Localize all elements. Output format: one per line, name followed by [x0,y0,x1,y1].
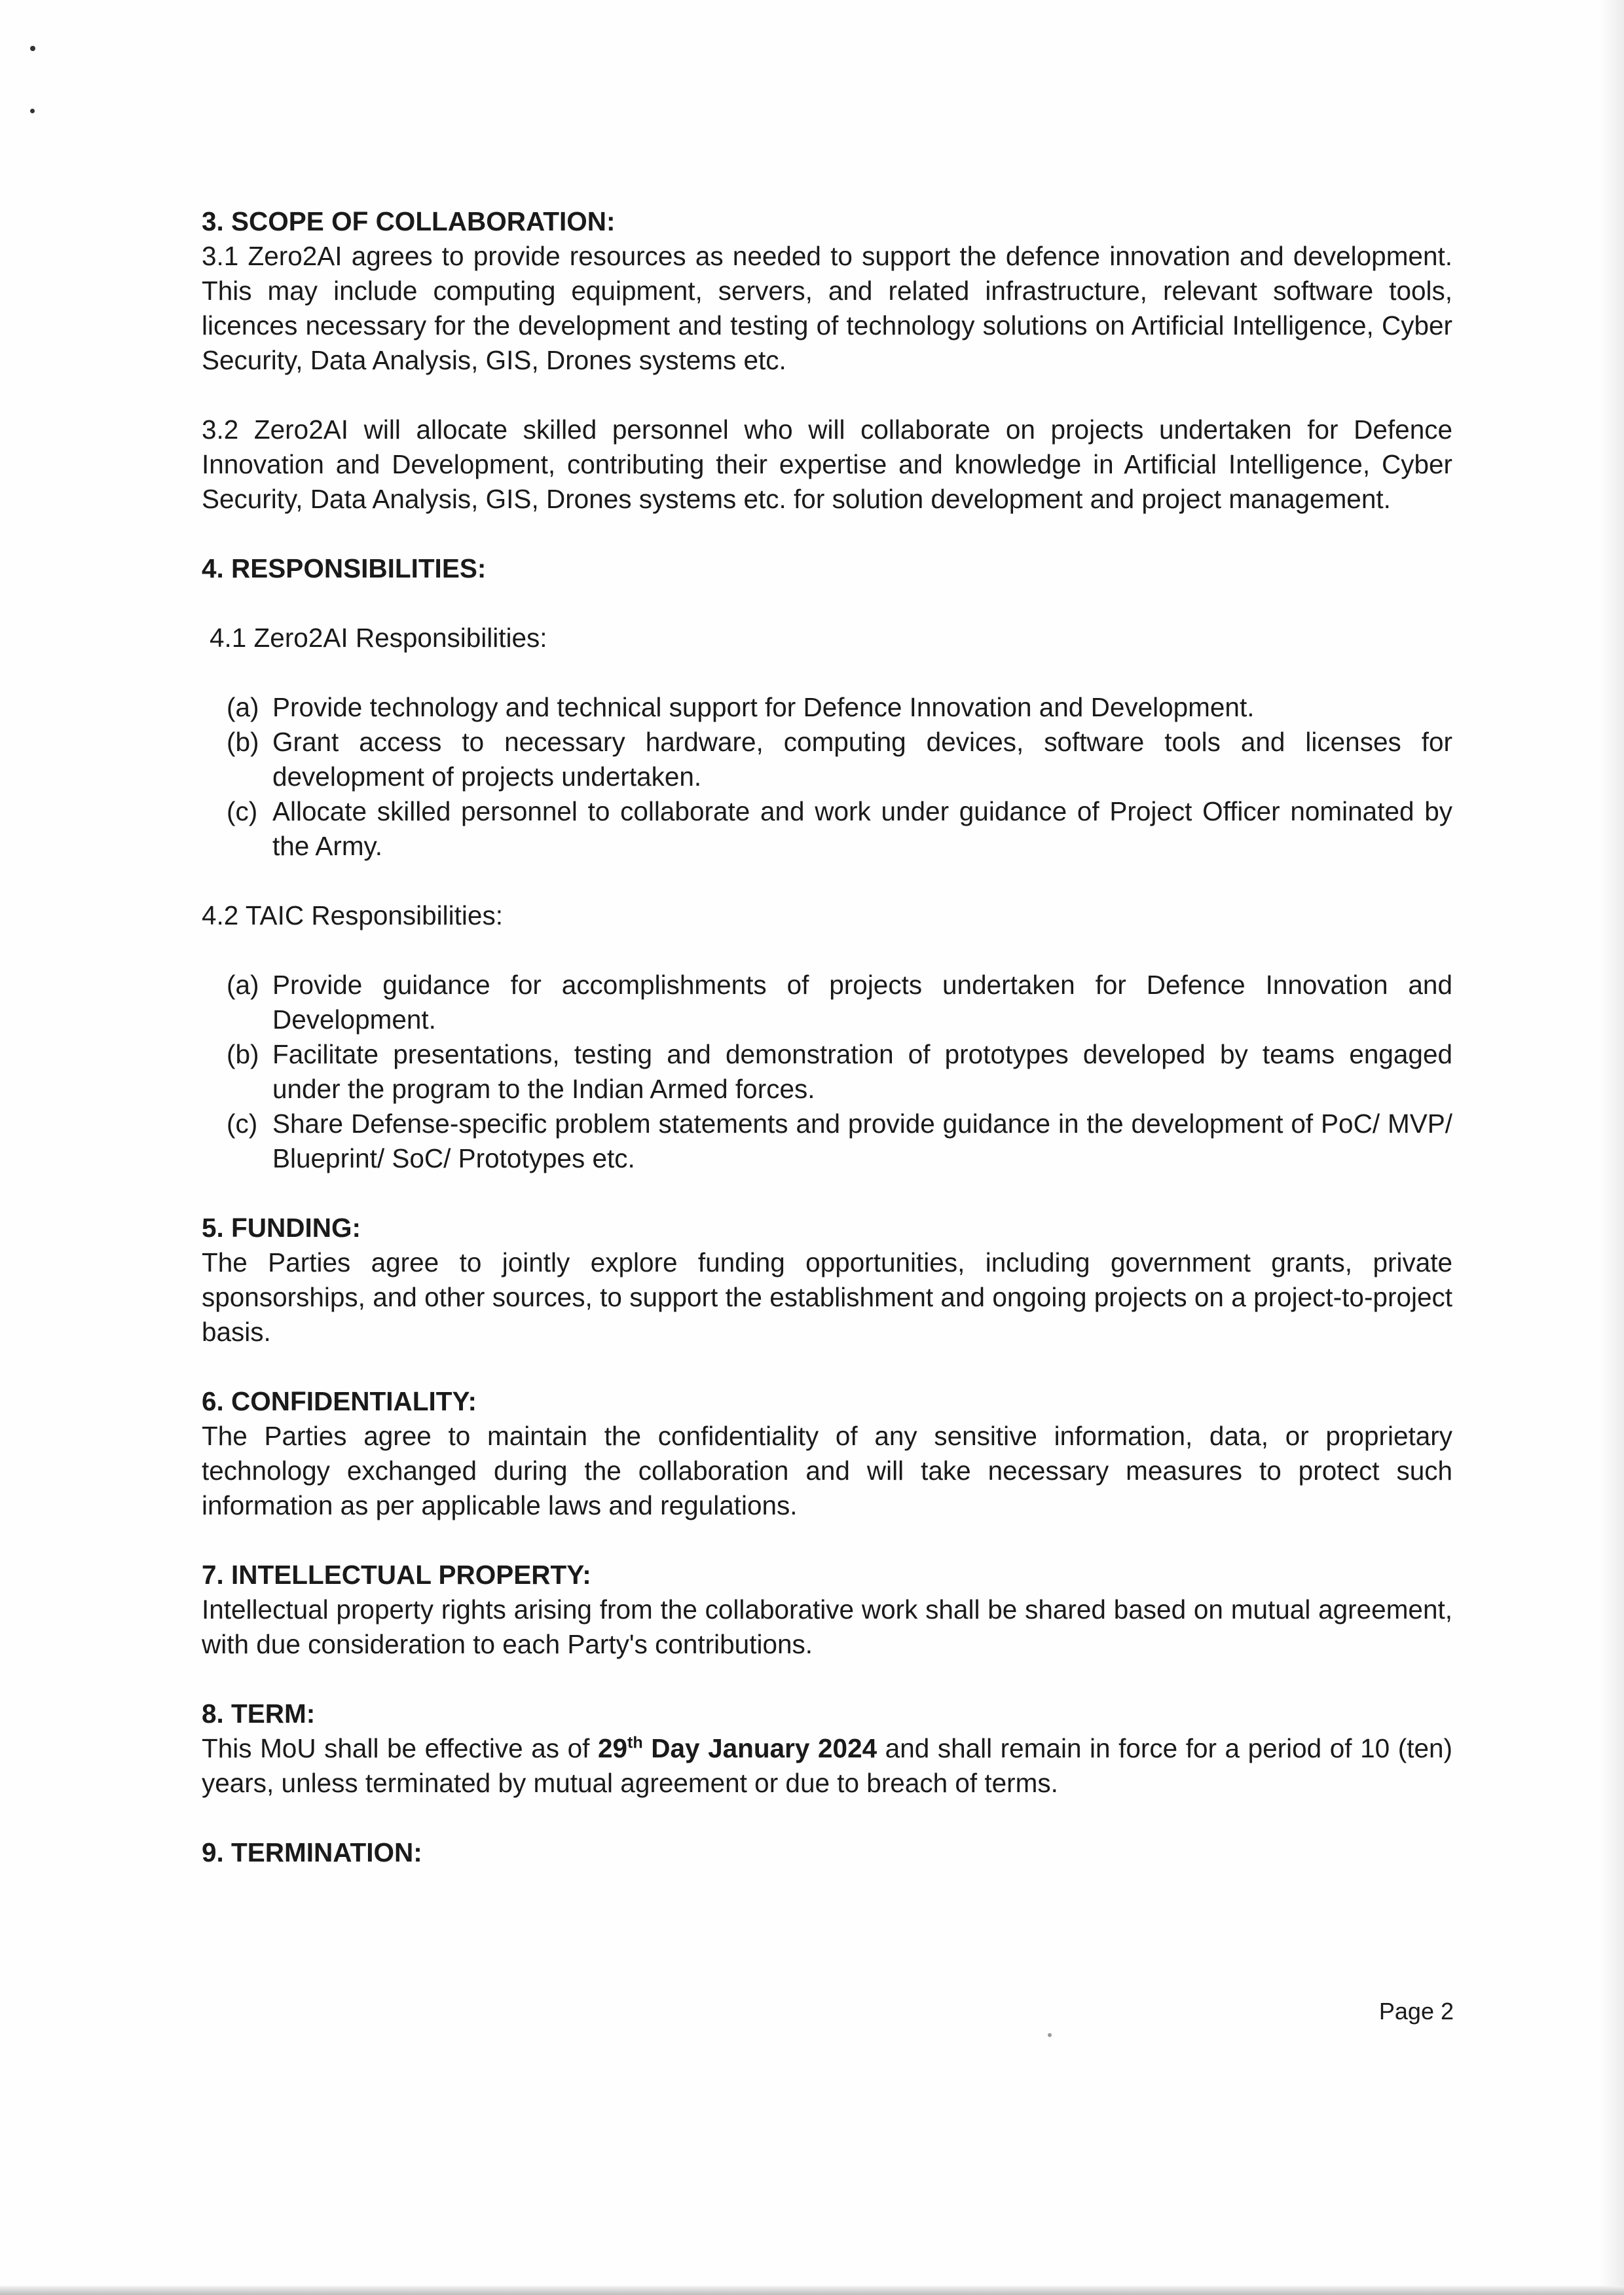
taic-responsibility-list [202,968,1452,1176]
term-date-suffix: th [627,1733,643,1752]
list-marker: (a) [227,692,259,722]
section-heading: 3. SCOPE OF COLLABORATION: [202,206,616,236]
list-item [202,1037,1452,1107]
section-heading: 6. CONFIDENTIALITY: [202,1386,477,1416]
list-marker: (a) [227,970,259,1000]
term-date-rest: Day January 2024 [642,1733,877,1763]
list-item-text: Allocate skilled personnel to collaborate and work under guidance of Project Officer nominated by the Army. [272,796,1452,861]
scan-speck [1048,2033,1052,2037]
section-heading: 4. RESPONSIBILITIES: [202,553,487,583]
scan-edge-shadow-bottom [0,2286,1624,2295]
paragraph-funding: The Parties agree to jointly explore funding opportunities, including government grants, private sponsorships, and other sources, to support the establishment and ongoing projects on a project-to-project basis. [202,1247,1452,1347]
subsection-title-zero2ai: 4.1 Zero2AI Responsibilities: [210,623,547,653]
scan-edge-shadow [1598,0,1624,2295]
section-heading: 7. INTELLECTUAL PROPERTY: [202,1560,591,1590]
term-text-after: and shall remain in force for a period of 10 (ten) years, unless terminated by mutual agreement or due to breach of terms. [202,1733,1452,1798]
list-item [202,968,1452,1037]
list-item [202,690,1452,725]
section-responsibilities [202,551,1452,1176]
section-termination [202,1835,1452,1870]
list-marker: (c) [227,796,258,826]
zero2ai-responsibility-list [202,690,1452,864]
list-marker: (b) [227,727,259,757]
term-effective-date [598,1733,877,1763]
section-term [202,1697,1452,1801]
section-heading: 8. TERM: [202,1698,316,1729]
list-item-text: Facilitate presentations, testing and demonstration of prototypes developed by teams engaged under the program to the Indian Armed forces. [272,1039,1452,1104]
section-confidentiality [202,1384,1452,1523]
section-funding [202,1211,1452,1349]
list-item [202,1107,1452,1176]
subsection-title-taic: 4.2 TAIC Responsibilities: [202,900,503,930]
list-item-text: Provide technology and technical support for Defence Innovation and Development. [272,692,1255,722]
paragraph-3-1: 3.1 Zero2AI agrees to provide resources as needed to support the defence innovation and development. This may include computing equipment, servers, and related infrastructure, relevant software tools, licences necessary for the development and testing of technology solutions on Artificial Intelligence, Cyber Security, Data Analysis, GIS, Drones systems etc. [202,241,1452,375]
term-text-before: This MoU shall be effective as of [202,1733,598,1763]
paragraph-3-2: 3.2 Zero2AI will allocate skilled personnel who will collaborate on projects undertaken for Defence Innovation and Development, contributing their expertise and knowledge in Artificial Intelligence, Cyber Security, Data Analysis, GIS, Drones systems etc. for solution development and project management. [202,414,1452,514]
list-item-text: Share Defense-specific problem statements and provide guidance in the development of PoC/ MVP/ Blueprint/ SoC/ Prototypes etc. [272,1109,1452,1173]
document-body [202,204,1452,1870]
scan-speck [30,109,35,113]
section-heading: 9. TERMINATION: [202,1837,422,1867]
list-marker: (b) [227,1039,259,1069]
section-intellectual-property [202,1558,1452,1662]
paragraph-intellectual-property: Intellectual property rights arising from the collaborative work shall be shared based on mutual agreement, with due consideration to each Party's contributions. [202,1594,1452,1659]
section-heading: 5. FUNDING: [202,1213,361,1243]
term-date-day: 29 [597,1733,627,1763]
list-item-text: Grant access to necessary hardware, computing devices, software tools and licenses for development of projects undertaken. [272,727,1452,792]
list-item-text: Provide guidance for accomplishments of projects undertaken for Defence Innovation and Development. [272,970,1452,1035]
paragraph-term [202,1731,1452,1801]
section-scope-of-collaboration [202,204,1452,517]
page-number: Page 2 [1378,1998,1454,2025]
list-marker: (c) [227,1109,258,1139]
list-item [202,725,1452,794]
scan-speck [30,46,35,51]
list-item [202,794,1452,864]
paragraph-confidentiality: The Parties agree to maintain the confidentiality of any sensitive information, data, or proprietary technology exchanged during the collaboration and will take necessary measures to protect such information as per applicable laws and regulations. [202,1421,1452,1520]
